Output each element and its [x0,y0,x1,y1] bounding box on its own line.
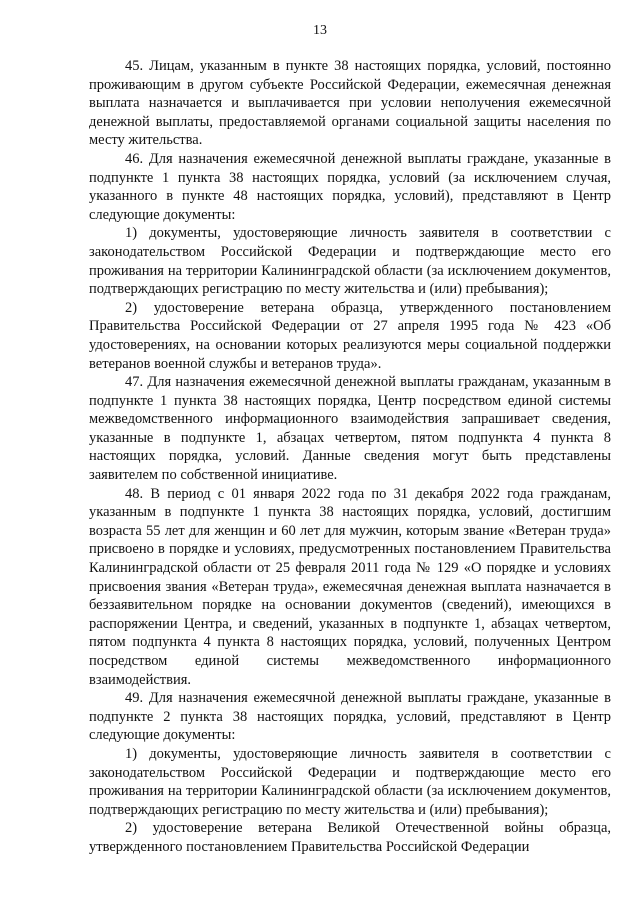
paragraph-45: 45. Лицам, указанным в пункте 38 настоящих порядка, условий, постоянно проживающим в другом субъекте Российской Федерации, ежемесячная денежная выплата назначается и выплачивается при условии неполучения ежемесячной денежной выплаты, предоставляемой органами социальной защиты населения по месту жительства. [89,58,611,149]
document-body [89,57,611,857]
paragraph-46-item-2: 2) удостоверение ветерана образца, утвержденного постановлением Правительства Российской Федерации от 27 апреля 1995 года № 423 «Об удостоверениях, на основании которых реализуются меры социальной поддержки ветеранов военной службы и ветеранов труда». [89,299,611,372]
paragraph-49: 49. Для назначения ежемесячной денежной выплаты граждане, указанные в подпункте 2 пункта 38 настоящих порядка, условий, представляют в Центр следующие документы: [89,690,611,744]
paragraph-49-item-1: 1) документы, удостоверяющие личность заявителя в соответствии с законодательством Российской Федерации и подтверждающие место его проживания на территории Калининградской области (за исключением документов, подтверждающих регистрацию по месту жительства и (или) пребывания); [89,745,611,818]
paragraph-46: 46. Для назначения ежемесячной денежной выплаты граждане, указанные в подпункте 1 пункта 38 настоящих порядка, условий (за исключением случая, указанного в пункте 48 настоящих порядка, условий), представляют в Центр следующие документы: [89,150,611,223]
paragraph-46-item-1: 1) документы, удостоверяющие личность заявителя в соответствии с законодательством Российской Федерации и подтверждающие место его проживания на территории Калининградской области (за исключением документов, подтверждающих регистрацию по месту жительства и (или) пребывания); [89,225,611,298]
page-number: 13 [313,23,327,38]
paragraph-47: 47. Для назначения ежемесячной денежной выплаты гражданам, указанным в подпункте 1 пункта 38 настоящих порядка, Центр посредством единой системы межведомственного информационного взаимодействия запрашивает сведения, указанные в подпункте 1, абзацах четвертом, пятом подпункта 4 пункта 8 настоящих порядка, условий. Данные сведения могут быть представлены заявителем по собственной инициативе. [89,374,611,484]
paragraph-48: 48. В период с 01 января 2022 года по 31 декабря 2022 года гражданам, указанным в подпункте 1 пункта 38 настоящих порядка, условий, достигшим возраста 55 лет для женщин и 60 лет для мужчин, которым звание «Ветеран труда» присвоено в порядке и условиях, предусмотренных постановлением Правительства Калининградской области от 25 февраля 2011 года № 129 «О порядке и условиях присвоения звания «Ветеран труда», ежемесячная денежная выплата назначается в беззаявительном порядке на основании документов (сведений), имеющихся в распоряжении Центра, и сведений, указанных в подпункте 1, абзацах четвертом, пятом подпункта 4 пункта 8 настоящих порядка, условий, полученных Центром посредством единой системы межведомственного информационного взаимодействия. [89,485,611,688]
paragraph-49-item-2: 2) удостоверение ветерана Великой Отечественной войны образца, утвержденного постановлением Правительства Российской Федерации [89,820,611,855]
